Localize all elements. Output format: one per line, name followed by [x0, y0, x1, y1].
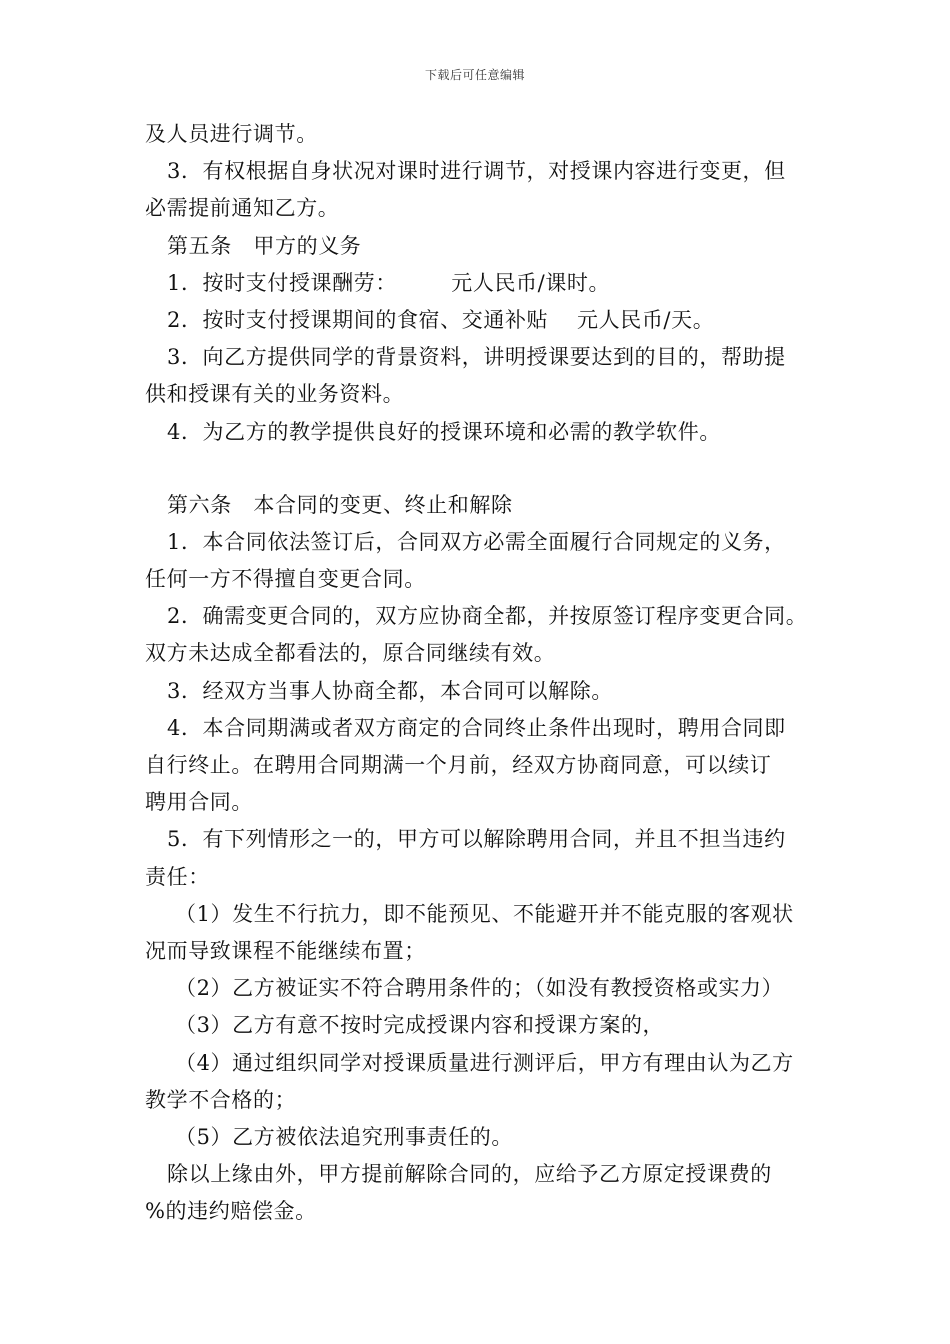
paragraph-line: 聘用合同。: [145, 790, 253, 815]
penalty-clause: 除以上缘由外，甲方提前解除合同的，应给予乙方原定授课费的: [167, 1162, 772, 1187]
paragraph-line: 及人员进行调节。: [145, 122, 318, 146]
change-item-3: 3．经双方当事人协商全都，本合同可以解除。: [167, 678, 613, 703]
paragraph-line: 自行终止。在聘用合同期满一个月前，经双方协商同意，可以续订: [145, 753, 772, 777]
article-6-heading: 第六条 本合同的变更、终止和解除: [167, 492, 513, 517]
paragraph-line: 况而导致课程不能继续布置；: [145, 938, 426, 963]
paragraph-line: 教学不合格的；: [145, 1087, 297, 1112]
article-5-heading: 第五条 甲方的义务: [167, 233, 362, 258]
paragraph-line: 责任：: [145, 864, 210, 889]
case-item-4: （4）通过组织同学对授课质量进行测评后，甲方有理由认为乙方: [175, 1050, 794, 1075]
clause-item-3: 3．有权根据自身状况对课时进行调节，对授课内容进行变更，但: [167, 159, 786, 184]
obligation-item-1: 1．按时支付授课酬劳： 元人民币/课时。: [167, 270, 611, 295]
obligation-item-4: 4．为乙方的教学提供良好的授课环境和必需的教学软件。: [167, 419, 721, 444]
contract-body: [145, 116, 825, 1230]
paragraph-line: 供和授课有关的业务资料。: [145, 382, 405, 407]
change-item-1: 1．本合同依法签订后，合同双方必需全面履行合同规定的义务，: [167, 529, 786, 554]
change-item-4: 4．本合同期满或者双方商定的合同终止条件出现时，聘用合同即: [167, 715, 786, 740]
page-header-note: 下载后可任意编辑: [424, 68, 525, 82]
case-item-1: （1）发生不行抗力，即不能预见、不能避开并不能克服的客观状: [175, 901, 794, 926]
paragraph-line: 双方未达成全都看法的，原合同继续有效。: [145, 641, 556, 666]
case-item-5: （5）乙方被依法追究刑事责任的。: [175, 1124, 513, 1149]
paragraph-line: 任何一方不得擅自变更合同。: [145, 567, 426, 592]
case-item-3: （3）乙方有意不按时完成授课内容和授课方案的，: [175, 1013, 665, 1038]
obligation-item-3: 3．向乙方提供同学的背景资料，讲明授课要达到的目的，帮助提: [167, 345, 786, 370]
case-item-2: （2）乙方被证实不符合聘用条件的；（如没有教授资格或实力）: [175, 976, 784, 1001]
change-item-2: 2．确需变更合同的，双方应协商全都，并按原签订程序变更合同。: [167, 604, 808, 629]
paragraph-line: %的违约赔偿金。: [145, 1199, 317, 1224]
section-spacer: [145, 451, 825, 487]
paragraph-line: 必需提前通知乙方。: [145, 196, 340, 221]
obligation-item-2: 2．按时支付授课期间的食宿、交通补贴 元人民币/天。: [167, 307, 715, 332]
change-item-5: 5．有下列情形之一的，甲方可以解除聘用合同，并且不担当违约: [167, 827, 786, 852]
